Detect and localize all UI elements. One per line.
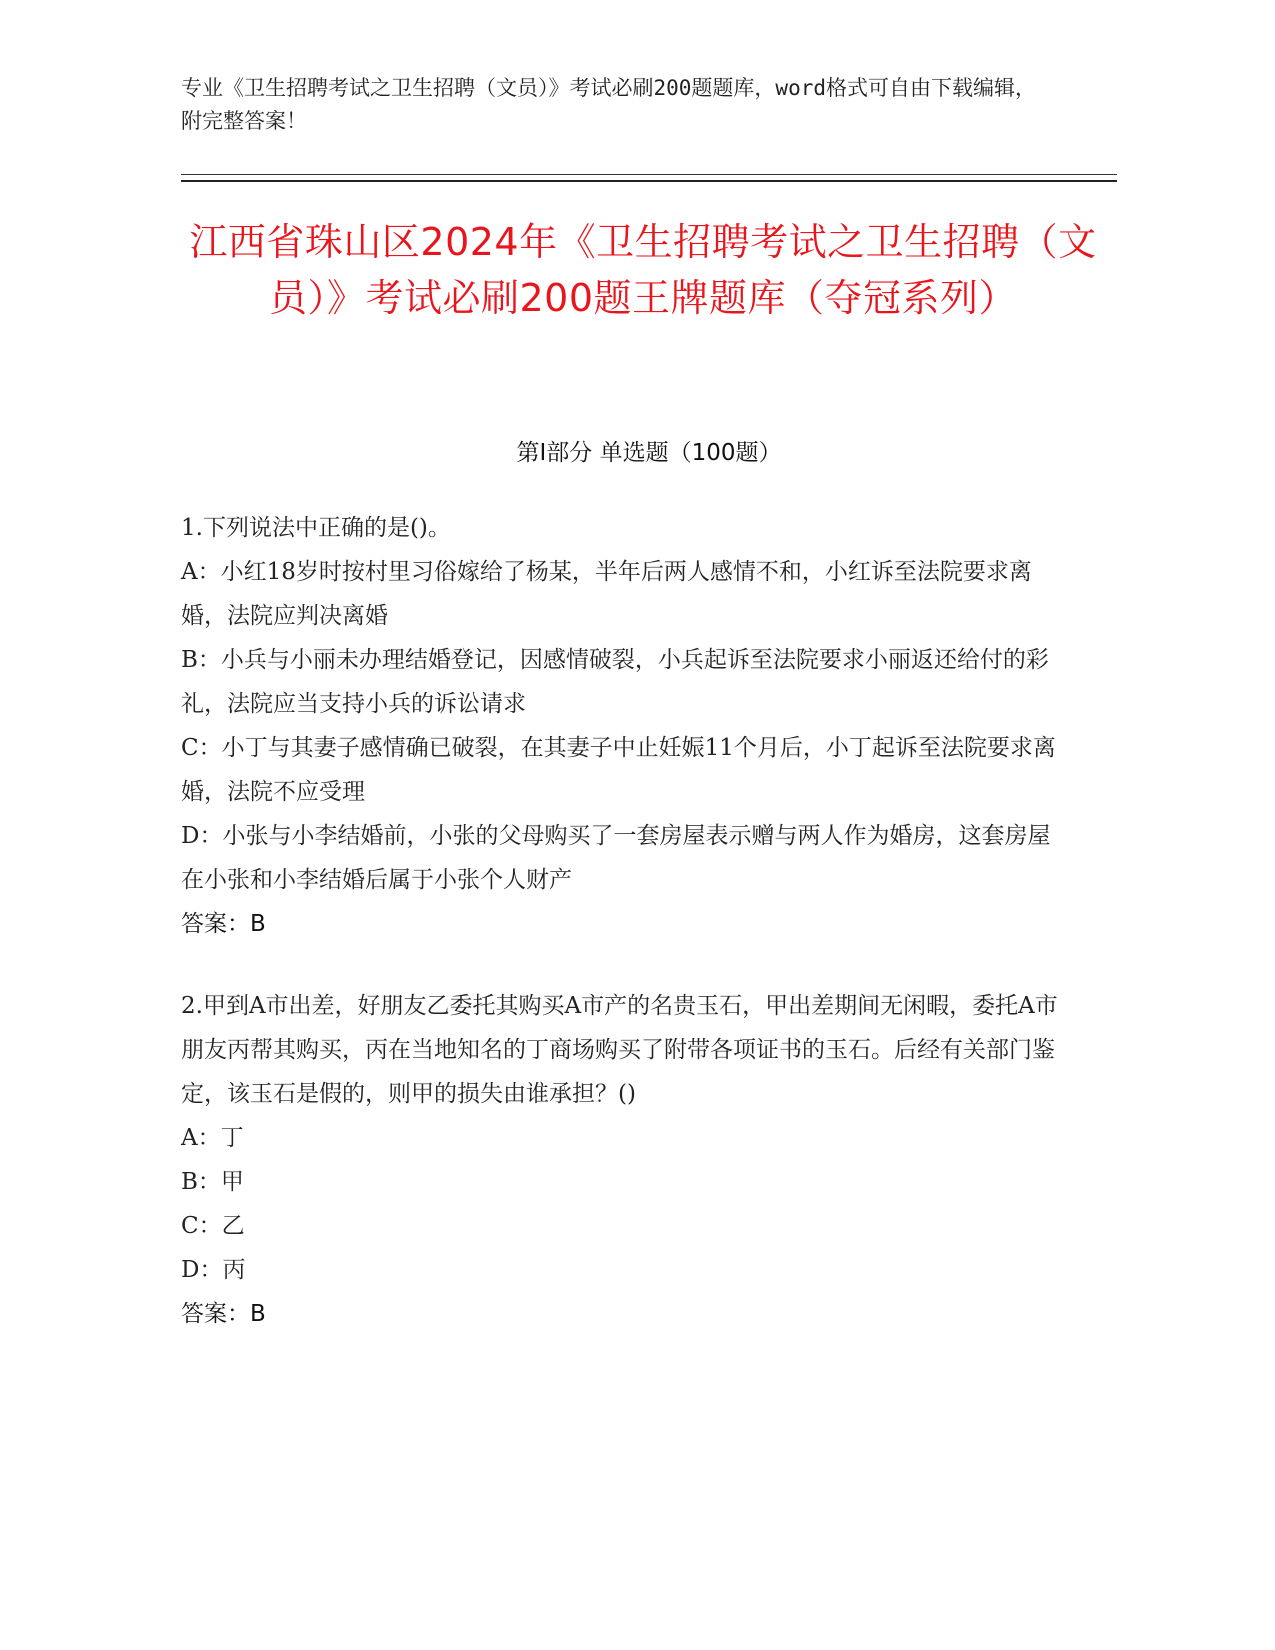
question-1 bbox=[181, 506, 1061, 946]
option-a: A：小红18岁时按村里习俗嫁给了杨某，半年后两人感情不和，小红诉至法院要求离婚，法院应判决离婚 bbox=[181, 559, 1032, 629]
document-title: 江西省珠山区2024年《卫生招聘考试之卫生招聘（文员）》考试必刷200题王牌题库（夺冠系列） bbox=[189, 220, 1097, 320]
option-a: A：丁 bbox=[181, 1125, 244, 1151]
answer: 答案：B bbox=[181, 1301, 266, 1327]
option-c: C：小丁与其妻子感情确已破裂，在其妻子中止妊娠11个月后，小丁起诉至法院要求离婚，法院不应受理 bbox=[181, 735, 1056, 805]
header-note: 专业《卫生招聘考试之卫生招聘（文员）》考试必刷200题题库，word格式可自由下载编辑，附完整答案！ bbox=[181, 76, 1036, 133]
option-b: B：小兵与小丽未办理结婚登记，因感情破裂，小兵起诉至法院要求小丽返还给付的彩礼，法院应当支持小兵的诉讼请求 bbox=[181, 647, 1049, 717]
option-c: C：乙 bbox=[181, 1213, 245, 1239]
answer: 答案：B bbox=[181, 911, 266, 937]
option-d: D：小张与小李结婚前，小张的父母购买了一套房屋表示赠与两人作为婚房，这套房屋在小张和小李结婚后属于小张个人财产 bbox=[181, 823, 1051, 893]
option-b: B：甲 bbox=[181, 1169, 244, 1195]
question-stem: 2.甲到A市出差，好朋友乙委托其购买A市产的名贵玉石，甲出差期间无闲暇，委托A市朋友丙帮其购买，丙在当地知名的丁商场购买了附带各项证书的玉石。后经有关部门鉴定，该玉石是假的，则甲的损失由谁承担？() bbox=[181, 993, 1058, 1107]
header-divider-thick bbox=[181, 180, 1117, 182]
section-heading: 第I部分 单选题（100题） bbox=[516, 440, 782, 466]
option-d: D：丙 bbox=[181, 1257, 246, 1283]
question-stem: 1.下列说法中正确的是()。 bbox=[181, 515, 451, 541]
question-2 bbox=[181, 984, 1061, 1336]
header-divider-thin bbox=[181, 174, 1117, 175]
